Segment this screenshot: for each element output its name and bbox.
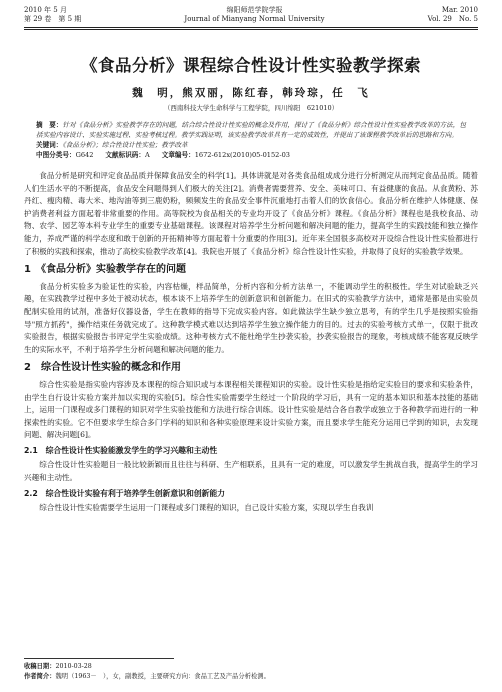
header-rule [24, 27, 478, 28]
clc [36, 150, 93, 160]
header-right [428, 6, 478, 24]
intro-paragraph: 食品分析是研究和评定食品品质并保障食品安全的科学[1]。具体讲就是对各类食品组成成分进行分析测定从而判定食品品质。随着人们生活水平的不断提高，食品安全问题得到人们极大的关注[2]。消费者需要营养、安全、美味可口、有益健康的食品。从食黄粉、苏丹红、瘦肉精、毒大米、地沟油等到三鹿奶粉，频频发生的食品安全事件沉重地打击着人们的饮食信心。食品分析在维护人体健康、保护消费者利益方面起着非常重要的作用。高等院校为食品相关的专业均开设了《食品分析》课程。《食品分析》课程也是我校食品、动物、农学、园艺等本科专业学生的重要专业基础课程。该课程对培养学生分析问题和解决问题的能力，提高学生的实践技能和独立操作能力，养成严谨的科学态度和敢于创新的开拓精神等方面起着十分重要的作用[3]。近年来全国很多高校对开设综合性设计性实验都进行了积极的实践和探索，推动了高校实验教学改革[4]。我院也开展了《食品分析》综合性设计性实验，并取得了良好的实验教学效果。 [24, 171, 478, 256]
classification-line [36, 150, 466, 160]
volume-issue-en: Vol. 29 No. 5 [427, 15, 478, 23]
issue-date-en: Mar. 2010 [441, 6, 478, 14]
author-bio-label: 作者简介： [24, 673, 56, 680]
clc-value: G642 [75, 151, 94, 159]
section-2-heading: 2 综合性设计性实验的概念和作用 [24, 362, 181, 374]
section-1-heading: 1 《食品分析》实验教学存在的问题 [24, 264, 186, 276]
volume-issue-cn: 第 29 卷 第 5 期 [24, 15, 82, 23]
keywords-text: 《食品分析》；综合性设计性实验；教学改革 [62, 141, 188, 149]
author-bio-value: 魏明（1963－ ），女，副教授，主要研究方向：食品工艺及产品分析检测。 [55, 673, 270, 680]
section-2-2-heading: 2.2 综合性设计实验有利于培养学生创新意识和创新能力 [24, 488, 225, 498]
keywords-label: 关键词： [36, 141, 63, 149]
header-center [184, 6, 324, 24]
article-number-value: 1672-612x(2010)05-0152-03 [194, 151, 290, 159]
header-left [24, 6, 81, 24]
issue-date: 2010 年 5 月 [24, 6, 67, 14]
running-header [24, 6, 478, 24]
doc-code-label: 文献标识码： [105, 151, 145, 159]
affiliation: （西南科技大学生命科学与工程学院，四川绵阳 621010） [163, 104, 339, 112]
section-2-2-paragraph: 综合性设计性实验需要学生运用一门课程或多门课程的知识，自己设计实验方案，实现以学生自我训 [39, 503, 374, 513]
doc-code [105, 150, 149, 160]
abstract [36, 120, 466, 140]
received-date [24, 662, 270, 672]
author-bio [24, 672, 270, 682]
footnote-block [24, 662, 270, 682]
section-2-1-paragraph: 综合性设计性实验题目一般比较新颖而且往往与科研、生产相联系，且具有一定的难度，可以激发学生挑战自我，提高学生的学习兴趣和主动性。 [24, 460, 478, 483]
journal-name-cn: 绵阳师范学院学报 [226, 6, 283, 14]
article-number [162, 150, 290, 160]
article-title: 《食品分析》课程综合性设计性实验教学探索 [81, 56, 421, 75]
section-1-paragraph: 食品分析实验多为验证性的实验，内容枯燥，样品简单，分析内容和分析方法单一，不能调动学生的积极性。学生对试验缺乏兴趣，在实践教学过程中多处于被动状态，根本谈不上培养学生的创新意识和创新能力。在旧式的实验教学方法中，通常是都是由实验员配制实验用的试剂，准备好仪器设备，学生在教师的指导下完成实验内容。如此做法学生缺少独立思考，有的学生几乎是按照实验指导"照方抓药"，操作结束任务就完成了。这种教学模式难以达到培养学生独立操作能力的目的。过去的实验考核方式单一，仅限于批改实验报告，根据实验报告书评定学生实验成绩。这种考核方式不能杜绝学生抄袭实验，抄袭实验报告的现象，考核成绩不能客观反映学生的实际水平，不利于培养学生分析问题和解决问题的能力。 [24, 281, 478, 354]
received-value: 2010-03-28 [55, 663, 92, 670]
header-rule-thin [24, 29, 478, 30]
journal-name-en: Journal of Mianyang Normal University [184, 15, 325, 23]
keywords [36, 140, 466, 150]
clc-label: 中图分类号： [36, 151, 76, 159]
section-2-paragraph: 综合性实验是指实验内容涉及本课程的综合知识或与本课程相关课程知识的实验。设计性实验是指给定实验目的要求和实验条件，由学生自行设计实验方案并加以实现的实验[5]。综合性实验需要学生经过一个阶段的学习后，具有一定的基本知识和基本技能的基础上，运用一门课程或多门课程的知识对学生实验技能和方法进行综合训练。设计性实验是结合各自教学或独立于各种教学而进行的一种探索性的实验。它不但要求学生综合多门学科的知识和各种实验原理来设计实验方案，而且要求学生能充分运用已学到的知识，去发现问题、解决问题[6]。 [24, 379, 478, 440]
abstract-block [36, 120, 466, 160]
section-2-1-heading: 2.1 综合性设计性实验能激发学生的学习兴趣和主动性 [24, 445, 218, 455]
received-label: 收稿日期： [24, 663, 56, 670]
abstract-label: 摘 要： [36, 121, 63, 129]
footnote-rule [24, 658, 174, 659]
article-body [24, 170, 478, 515]
author-list: 魏 明，熊双丽，陈红春，韩玲琮，任 飞 [132, 87, 370, 99]
abstract-text: 针对《食品分析》实验教学存在的问题，结合综合性设计性实验的概念及作用，探讨了《食品分析》综合性设计性实验教学改革的方法，包括实验内容设计、实验实施过程、实验考核过程。教学实践证明，该实验教学改革具有一定的成效性，并提出了该课程教学改革后的思路和方向。 [36, 121, 467, 139]
doc-code-value: A [144, 151, 150, 159]
article-number-label: 文章编号： [161, 151, 195, 159]
